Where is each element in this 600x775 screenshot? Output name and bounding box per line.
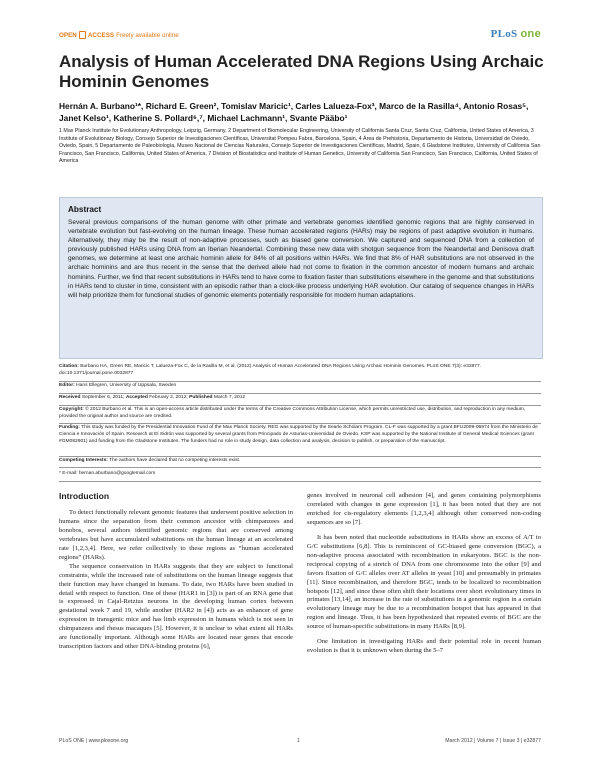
editor-label: Editor: [59,383,75,388]
funding-label: Funding: [59,425,80,430]
divider [59,381,541,382]
citation-text: Burbano HA, Green RE, Maricic T, Lalueza-Fox C, de la Rasilla M, et al. (2012) Analysis of Human Accelerated DNA Regions Using Archaic Hominin Genomes. PLoS ONE 7(3): e32877. doi:10.1371/journal.pone.0032877 [59,364,482,376]
open-label: OPEN [59,31,77,39]
open-access-badge [59,31,179,39]
author-list: Hernán A. Burbano¹*, Richard E. Green², Tomislav Maricic¹, Carles Lalueza-Fox³, Marco de la Rasilla⁴, Antonio Rosas⁵, Janet Kelso¹, Katherine S. Pollard⁶,⁷, Michael Lachmann¹, Svante Pääbo¹ [59,101,529,123]
introduction-heading: Introduction [59,491,110,501]
divider [59,481,541,482]
plos-one-logo [491,28,541,40]
footer-journal: PLoS ONE | www.plosone.org [59,738,129,744]
abstract-heading: Abstract [68,205,102,214]
footer-issue: March 2012 | Volume 7 | Issue 3 | e32877 [445,738,541,744]
right-column [307,492,541,656]
open-lock-icon [79,31,86,39]
paragraph: The sequence conservation in HARs suggests that they are subject to functional constraints, while the increased rate of substitutions on the human lineage suggests that their function may have changed in humans. To date, two HARs have been studied in detail with respect to function. One of these (HAR1 in [3]) is part of an RNA gene that is expressed in Cajal-Retzius neurons in the developing human cortex between gestational week 7 and 19, while another (HAR2 in [4]) acts as an enhancer of gene expression in transgenic mice and has limb expression in humans which is not seen in chimpanzees and rhesus macaques [5]. However, it is unclear to what extent all HARs are functionally important. Although some HARs are located near genes that encode transcription factors and other DNA-binding proteins [6], [59,562,293,651]
paragraph: One limitation in investigating HARs and their potential role in recent human evolution is that it is unknown when during the 5–7 [307,638,541,655]
abstract-box [59,197,543,359]
citation-label: Citation: [59,364,79,369]
editor [59,383,541,390]
footer-page-number: 1 [297,738,300,744]
citation [59,364,541,378]
dates [59,395,541,402]
copyright [59,407,541,421]
accepted-label: Accepted [125,395,148,400]
logo-plos-text: PLoS [490,28,518,40]
abstract-text: Several previous comparisons of the human genome with other primate and vertebrate genomes identified genomic regions that are highly conserved in vertebrate evolution but fast-evolving on the human lineage. These human accelerated regions (HARs) may be regions of past adaptive evolution in humans. Alternatively, they may be the result of non-adaptive processes, such as biased gene conversion. We captured and sequenced DNA from a collection of previously published HARs using DNA from an Iberian Neandertal. Combining these new data with shotgun sequence from the Neandertal and Denisova draft genomes, we determine at least one archaic hominin allele for 84% of all positions within HARs. We find that 8% of HAR substitutions are not observed in the archaic hominins and are thus recent in the sense that the derived allele had not come to fixation in the common ancestor of modern humans and archaic hominins. Further, we find that recent substitutions in HARs tend to have come to fixation faster than substitutions elsewhere in the genome and that substitutions in HARs tend to cluster in time, consistent with an episodic rather than a clock-like process underlying HAR evolution. Our catalog of sequence changes in HARs will help prioritize them for functional studies of genomic elements potentially responsible for modern human adaptations. [68,219,534,299]
paragraph: It has been noted that nucleotide substitutions in HARs show an excess of A/T to G/C substitutions [6,8]. This is reminiscent of GC-biased gene conversion (BGC), a non-adaptive process associated with recombination in eukaryotes. BGC is the non-reciprocal copying of a stretch of DNA from one chromosome into the other [9] and favors fixation of G/C alleles over AT alleles in yeast [10] and presumably in primates [11]. Since recombination, and therefore BGC, tends to be localized to recombination hotspots [12], and since these often shift their locations over short evolutionary times in primates [13,14], an increase in the rate of substitutions in a genomic region in a certain evolutionary lineage may be due to a recombination hotspot that has appeared in that region and lineage. Thus, it has been hypothesized that repeated events of BGC are the source of human-specific substitutions in many HARs [8,9]. [307,533,541,631]
divider [59,467,541,468]
email: * E-mail: hernan.aburbano@googlemail.com [59,471,156,476]
affiliations: 1 Max Planck Institute for Evolutionary Anthropology, Leipzig, Germany, 2 Department of Biomolecular Engineering, University of California Santa Cruz, Santa Cruz, California, United States of America, 3 Institute of Evolutionary Biology, Consejo Superior de Investigaciones Científicas, Universitat Pompeu Fabra, Barcelona, Spain, 4 Área de Prehistoria, Departamento de Historia, Universidad de Oviedo, Oviedo, Spain, 5 Departamento de Paleobiología, Museo Nacional de Ciencias Naturales, Consejo Superior de Investigaciones Científicas, Madrid, Spain, 6 Gladstone Institutes, University of California San Francisco, San Francisco, California, United States of America, 7 Division of Biostatistics and Institute of Human Genetics, University of California San Francisco, San Francisco, California, United States of America [59,128,541,165]
journal-header [59,28,541,43]
freely-available-label: Freely available online [116,31,179,39]
published-label: Published [189,395,213,400]
left-column [59,492,293,652]
published-date: March 7, 2012 [213,395,246,400]
funding [59,425,541,445]
article-title: Analysis of Human Accelerated DNA Regions Using Archaic Hominin Genomes [59,52,544,91]
divider [59,393,541,394]
divider [59,456,541,457]
funding-text: This study was funded by the Presidential Innovation Fund of the Max Planck Society. REG was supported by the Searle Scholars Program. CL-F was supported by a grant BFU2009-06974 from the Ministerio de Ciencia e Innovación of Spain. Research at El Sidrón was supported by several grants from Principado de Asturias-Universidad de Oviedo. KSP was supported by the National Institute of General Medical Sciences (grant #GM082901) and funding from the Gladstone Institutes. The funders had no role in study design, data collection and analysis, decision to publish, or preparation of the manuscript. [59,425,538,444]
editor-text: Hans Ellegren, University of Uppsala, Sweden [76,383,177,388]
paragraph: genes involved in neuronal cell adhesion [4], and genes containing polymorphisms correlated with changes in gene expression [1], it has been noted that they are not enriched for cis-regulatory elements [1,2,3,4] although other conserved non-coding sequences are so [7]. [307,492,541,526]
paragraph: To detect functionally relevant genomic features that underwent positive selection in humans since the separation from their common ancestor with chimpanzees and bonobos, several authors identified genomic regions that are conserved among vertebrates but have accumulated substitutions on the human lineage at an accelerated rate [1,2,3,4]. Here, we refer collectively to these regions as “human accelerated regions” (HARs). [59,508,293,561]
copyright-label: Copyright: [59,407,84,412]
received-label: Received [59,395,81,400]
copyright-text: © 2012 Burbano et al. This is an open-access article distributed under the terms of the Creative Commons Attribution License, which permits unrestricted use, distribution, and reproduction in any medium, provided the original author and source are credited. [59,407,526,419]
divider [59,405,541,406]
competing-label: Competing Interests: [59,458,108,463]
access-label: ACCESS [87,31,115,39]
received-date: September 6, 2011; [81,395,125,400]
logo-one-text: one [520,28,541,40]
accepted-date: February 2, 2012; [149,395,188,400]
competing-interests [59,458,541,465]
divider [59,423,541,424]
competing-text: The authors have declared that no competing interests exist. [109,458,241,463]
